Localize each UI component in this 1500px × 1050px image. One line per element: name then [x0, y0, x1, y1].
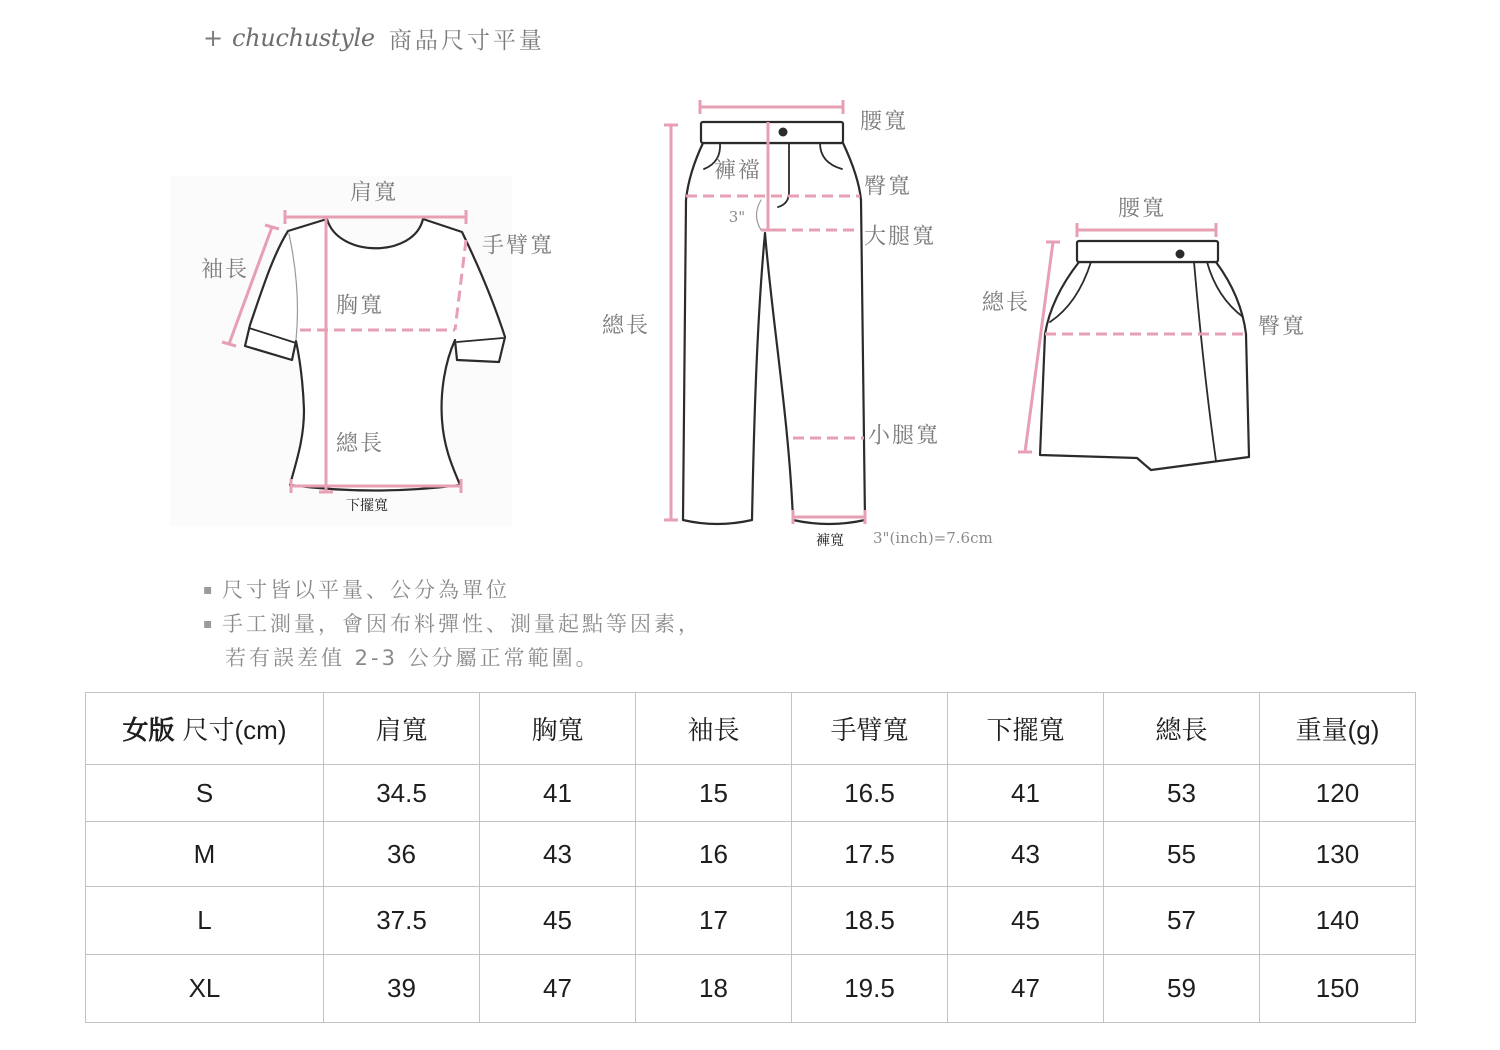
- note-line: [203, 607, 702, 641]
- gender-label: 女版: [122, 715, 175, 745]
- top-sleeve-length-label: 袖長: [200, 257, 250, 283]
- size-cell: S: [86, 765, 324, 822]
- size-cell: XL: [86, 955, 324, 1023]
- cell-sleeve-length: 17: [636, 887, 792, 955]
- skirt-waist-width-line: [1077, 223, 1216, 237]
- cell-arm-width: 17.5: [792, 822, 948, 887]
- cell-shoulder-width: 39: [324, 955, 480, 1023]
- size-row-l: [86, 887, 1416, 955]
- pants-waist-width-label: 腰寬: [860, 109, 909, 135]
- brand-logo: chuchustyle: [232, 24, 375, 52]
- pants-diagram: [602, 100, 993, 549]
- cell-total-length: 59: [1104, 955, 1260, 1023]
- pants-total-length-label: 總長: [601, 313, 651, 339]
- cell-total-length: 53: [1104, 765, 1260, 822]
- col-header-chest-width: 胸寬: [480, 693, 636, 765]
- cell-hem-width: 41: [948, 765, 1104, 822]
- cell-shoulder-width: 36: [324, 822, 480, 887]
- cell-hem-width: 45: [948, 887, 1104, 955]
- pants-rise-label: 褲襠: [713, 158, 763, 184]
- page-title: 商品尺寸平量: [388, 27, 545, 54]
- pants-outline: [683, 143, 865, 524]
- cell-arm-width: 16.5: [792, 765, 948, 822]
- cell-weight: 130: [1260, 822, 1416, 887]
- skirt-hip-width-label: 臀寬: [1258, 314, 1307, 340]
- measurement-notes: [203, 573, 702, 675]
- pants-button-icon: [779, 128, 788, 137]
- top-chest-width-label: 胸寬: [335, 293, 385, 319]
- cell-sleeve-length: 18: [636, 955, 792, 1023]
- skirt-button-icon: [1176, 250, 1185, 259]
- size-cell: L: [86, 887, 324, 955]
- size-row-xl: [86, 955, 1416, 1023]
- cell-weight: 120: [1260, 765, 1416, 822]
- skirt-waist-width-label: 腰寬: [1117, 196, 1167, 222]
- skirt-waistband: [1077, 241, 1218, 262]
- note-text: 尺寸皆以平量、公分為單位: [222, 578, 510, 602]
- size-cell: M: [86, 822, 324, 887]
- pants-hip-width-label: 臀寬: [864, 174, 913, 200]
- col-header-arm-width: 手臂寬: [792, 693, 948, 765]
- top-shoulder-width-label: 肩寬: [349, 180, 399, 206]
- cell-shoulder-width: 37.5: [324, 887, 480, 955]
- note-line: [203, 573, 702, 607]
- size-table-corner-cell: [86, 693, 324, 765]
- pants-leg-opening-label: 褲寬: [816, 533, 844, 549]
- note-line: [203, 641, 702, 675]
- cell-weight: 140: [1260, 887, 1416, 955]
- col-header-weight: 重量(g): [1260, 693, 1416, 765]
- note-text: 若有誤差值 2-3 公分屬正常範圍。: [225, 646, 600, 670]
- cell-chest-width: 43: [480, 822, 636, 887]
- note-text: 手工測量，會因布料彈性、測量起點等因素，: [222, 612, 702, 636]
- cell-shoulder-width: 34.5: [324, 765, 480, 822]
- top-total-length-label: 總長: [335, 431, 385, 457]
- pants-waist-width-line: [700, 100, 843, 114]
- size-table: [85, 692, 1416, 1023]
- skirt-total-length-label: 總長: [981, 290, 1031, 316]
- cell-hem-width: 47: [948, 955, 1104, 1023]
- pants-rise-offset-label: 3": [728, 208, 746, 226]
- plus-icon: +: [203, 24, 224, 52]
- cell-weight: 150: [1260, 955, 1416, 1023]
- top-hem-width-label: 下擺寬: [346, 498, 388, 514]
- skirt-diagram: [982, 197, 1306, 471]
- note-bullet: ▪: [203, 616, 213, 632]
- cell-arm-width: 18.5: [792, 887, 948, 955]
- col-header-shoulder-width: 肩寬: [324, 693, 480, 765]
- pants-waistband: [701, 122, 843, 143]
- pants-calf-width-label: 小腿寬: [868, 423, 941, 449]
- top-diagram: [170, 176, 554, 526]
- cell-total-length: 57: [1104, 887, 1260, 955]
- note-bullet: ▪: [203, 582, 213, 598]
- cell-sleeve-length: 16: [636, 822, 792, 887]
- size-unit-label: 尺寸(cm): [182, 715, 287, 745]
- cell-chest-width: 45: [480, 887, 636, 955]
- cell-arm-width: 19.5: [792, 955, 948, 1023]
- cell-total-length: 55: [1104, 822, 1260, 887]
- size-row-s: [86, 765, 1416, 822]
- size-row-m: [86, 822, 1416, 887]
- col-header-total-length: 總長: [1104, 693, 1260, 765]
- pants-total-length-line: [664, 125, 678, 520]
- pants-thigh-width-label: 大腿寬: [864, 224, 937, 250]
- size-table-header-row: [86, 693, 1416, 765]
- top-arm-width-label: 手臂寬: [481, 233, 555, 259]
- col-header-sleeve-length: 袖長: [636, 693, 792, 765]
- cell-chest-width: 47: [480, 955, 636, 1023]
- cell-hem-width: 43: [948, 822, 1104, 887]
- cell-sleeve-length: 15: [636, 765, 792, 822]
- col-header-hem-width: 下擺寬: [948, 693, 1104, 765]
- inch-conversion-note: 3"(inch)=7.6cm: [873, 529, 993, 547]
- skirt-outline: [1040, 262, 1249, 470]
- cell-chest-width: 41: [480, 765, 636, 822]
